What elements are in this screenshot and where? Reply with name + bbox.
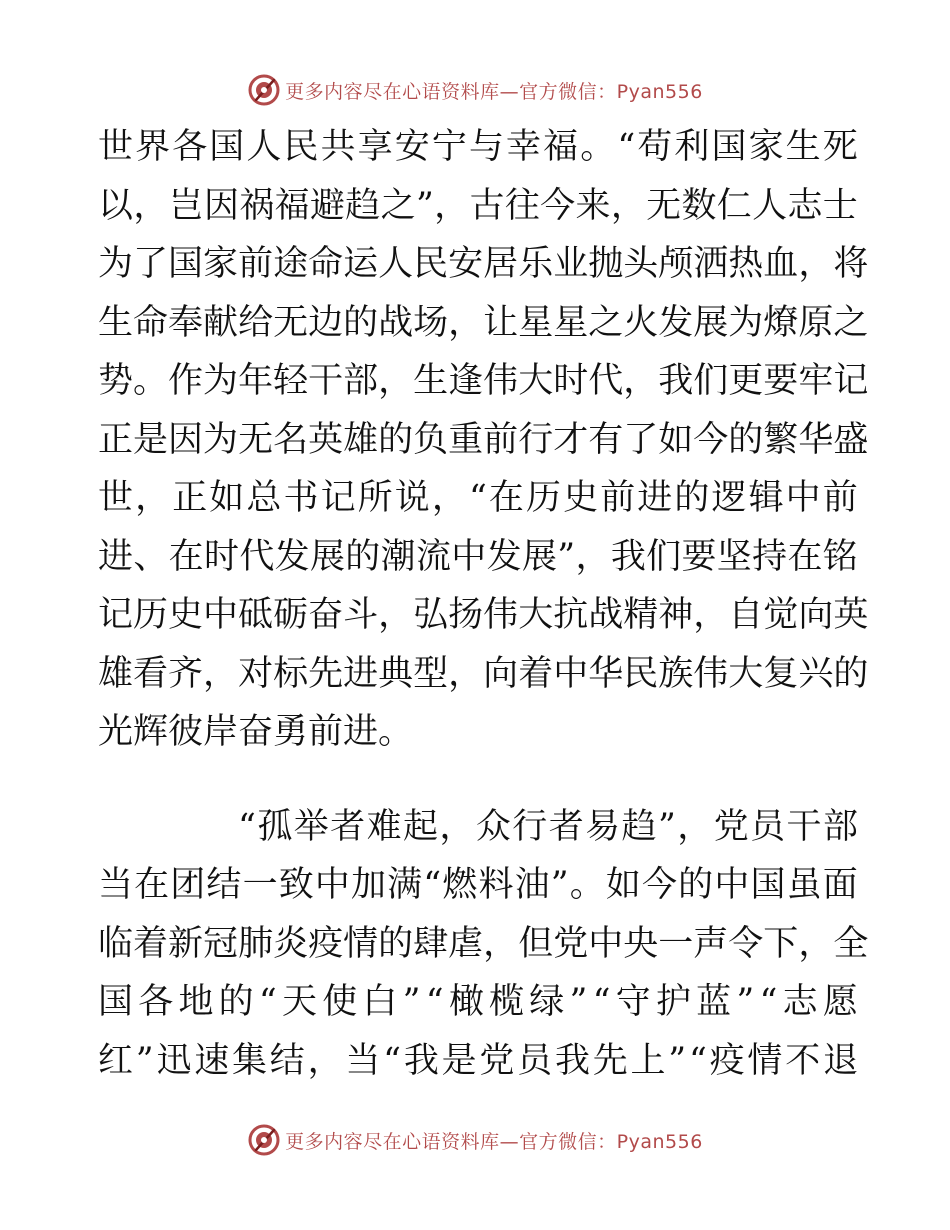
- text-line: 红 ” 迅 速 集 结 ， 当 “ 我 是 党 员 我 先 上 ” “ 疫 情 不 退: [98, 1040, 858, 1081]
- text-line: 当 在 团 结 一 致 中 加 满 “ 燃 料 油 ” 。 如 今 的 中 国 虽 面: [98, 865, 858, 905]
- text-line: 进 、 在 时 代 发 展 的 潮 流 中 发 展 ” ， 我 们 要 坚 持 在 铭: [98, 536, 858, 577]
- footer-watermark-text: 更多内容尽在心语资料库—官方微信：Pyan556: [285, 1130, 703, 1153]
- paragraph-gap: [98, 762, 858, 798]
- footer-watermark: [0, 1120, 950, 1160]
- text-line: 光辉彼岸奋勇前进。: [98, 712, 414, 752]
- text-line: 临 着 新 冠 肺 炎 疫 情 的 肆 虐 ， 但 党 中 央 一 声 令 下 ， 全: [98, 923, 869, 964]
- red-quill-seal-icon: [247, 1123, 281, 1157]
- text-line: 雄 看 齐 ， 对 标 先 进 典 型 ， 向 着 中 华 民 族 伟 大 复 兴 的: [98, 653, 869, 694]
- paragraph-2: [98, 798, 869, 1091]
- text-line: 国 各 地 的 “ 天 使 白 ” “ 橄 榄 绿 ” “ 守 护 蓝 ” “ 志 愿: [98, 982, 858, 1022]
- red-quill-seal-icon: [247, 73, 281, 107]
- text-line: 世 界 各 国 人 民 共 享 安 宁 与 幸 福 。 “ 苟 利 国 家 生 死: [98, 127, 858, 167]
- paragraph-1: [98, 118, 869, 762]
- header-watermark: [0, 70, 950, 110]
- text-line: “ 孤 举 者 难 起 ， 众 行 者 易 趋 ” ， 党 员 干 部: [238, 806, 858, 847]
- text-line: 世 ， 正 如 总 书 记 所 说 ， “ 在 历 史 前 进 的 逻 辑 中 前: [98, 478, 858, 518]
- text-line: 正 是 因 为 无 名 英 雄 的 负 重 前 行 才 有 了 如 今 的 繁 华 盛: [98, 419, 869, 460]
- header-watermark-text: 更多内容尽在心语资料库—官方微信：Pyan556: [285, 80, 703, 103]
- document-body: [98, 118, 869, 1090]
- text-line: 势 。 作 为 年 轻 干 部 ， 生 逢 伟 大 时 代 ， 我 们 更 要 牢 记: [98, 361, 869, 401]
- text-line: 以 ， 岂 因 祸 福 避 趋 之 ” ， 古 往 今 来 ， 无 数 仁 人 志 士: [98, 185, 858, 226]
- text-line: 记 历 史 中 砥 砺 奋 斗 ， 弘 扬 伟 大 抗 战 精 神 ， 自 觉 向 英: [98, 595, 869, 635]
- text-line: 为 了 国 家 前 途 命 运 人 民 安 居 乐 业 抛 头 颅 洒 热 血 ， 将: [98, 244, 869, 284]
- text-line: 生 命 奉 献 给 无 边 的 战 场 ， 让 星 星 之 火 发 展 为 燎 原 之: [98, 302, 869, 343]
